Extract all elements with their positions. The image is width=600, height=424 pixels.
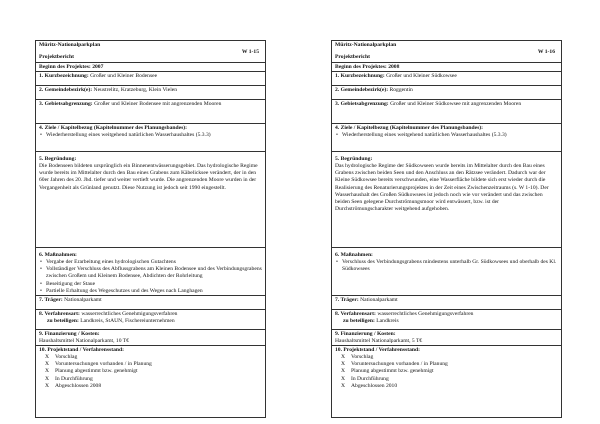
section-verfahrensart <box>36 310 265 330</box>
field-label: 5. Begründung: <box>39 156 77 162</box>
field-label: 1. Kurzbezeichnung: <box>335 73 385 79</box>
section-gebietsabgrenzung <box>332 100 561 124</box>
list-item: • Vollständiger Verschluss des Abflussgrabens am Kleinen Bodensee und des Verbindungsgrabens zwischen Großem und Kleinem Bodensee, Abdichten der Rohrleitung <box>46 266 262 280</box>
field-label: 1. Kurzbezeichnung: <box>39 73 89 79</box>
field-label: 5. Begründung: <box>335 156 373 162</box>
field-value: Landkreis, StAUN, Fischereiunternehmen <box>80 318 175 325</box>
status-item: X In Durchführung <box>341 375 389 382</box>
field-label: 9. Finanzierung / Kosten: <box>39 331 100 337</box>
field-value: Haushaltsmittel Nationalparkamt, 10 T€ <box>39 338 129 345</box>
field-value: Großer und Kleiner Bodensee <box>90 73 158 79</box>
status-item: X Planung abgestimmt bzw. genehmigt <box>45 368 138 375</box>
section-projektstand <box>332 346 561 417</box>
status-item: X In Durchführung <box>45 375 93 382</box>
field-label: 7. Träger: <box>39 297 63 303</box>
status-item: X Voruntersuchungen vorhanden / in Planung <box>341 361 448 368</box>
report-subtitle: Projektbericht <box>39 54 75 61</box>
status-mark: X <box>45 361 50 368</box>
status-mark: X <box>341 368 346 375</box>
field-label: 6. Maßnahmen: <box>335 252 373 258</box>
section-ziele <box>332 124 561 152</box>
field-value: Haushaltsmittel Nationalparkamt, 5 T€ <box>335 338 423 345</box>
section-begruendung <box>332 152 561 248</box>
list-item: • Wiederherstellung eines weitgehend natürlichen Wasserhaushaltes (5.3.3) <box>342 132 558 139</box>
field-value: Neustrelitz, Kratzeburg, Klein Vielen <box>93 87 178 93</box>
field-value: wasserrechtliches Genehmigungsverfahren <box>377 311 474 317</box>
status-mark: X <box>45 354 50 361</box>
field-label: 3. Gebietsabgrenzung: <box>335 101 389 107</box>
section-finanzierung <box>36 330 265 346</box>
list-item: • Wiederherstellung eines weitgehend natürlichen Wasserhaushaltes (5.3.3) <box>46 132 262 139</box>
field-label: zu beteiligen: <box>343 318 375 325</box>
plan-title: Müritz-Nationalparkplan <box>39 42 101 48</box>
field-value: Nationalparkamt <box>64 297 102 303</box>
field-label: 7. Träger: <box>335 297 359 303</box>
report-subtitle: Projektbericht <box>335 54 371 61</box>
list-item: • Verschluss des Verbindungsgrabens mindestens unterhalb Gr. Südkowsees und oberhalb des Kl. Südkowsees <box>342 259 558 273</box>
field-value: Großer und Kleiner Südkowsee mit angrenzenden Mooren <box>390 101 522 107</box>
status-mark: X <box>45 382 50 389</box>
status-item: X Voruntersuchungen vorhanden / in Planung <box>45 361 152 368</box>
project-report-card-left <box>35 40 266 418</box>
status-mark: X <box>45 375 50 382</box>
project-code: W 1-16 <box>537 49 555 55</box>
section-massnahmen <box>332 248 561 296</box>
status-item: X Abgeschlossen 2010 <box>341 382 398 389</box>
plan-title: Müritz-Nationalparkplan <box>335 42 397 48</box>
list-item: • Partielle Erhaltung des Wegeschutzes und des Weges nach Langhagen <box>46 288 262 295</box>
section-kurzbezeichnung <box>36 72 265 86</box>
status-item: X Abgeschlossen 2008 <box>45 382 102 389</box>
status-item: X Planung abgestimmt bzw. genehmigt <box>341 368 434 375</box>
field-text: Die Bodenseen bildeten ursprünglich ein Binnenentwässerungsgebiet. Das hydrologische Regime wurde bereits im Mittelalter durch den Bau eines Grabens zum Käbelicksee verändert, der in den 60er Jahren des 20. Jhd. tiefer und weiter vertieft wurde. Die angrenzenden Moore wurden in der Vergangenheit als Grünland genutzt. Diese Nutzung ist jedoch seit 1990 eingestellt. <box>39 163 258 191</box>
field-value: Nationalparkamt <box>360 297 398 303</box>
field-value: Großer und Kleiner Südkowsee <box>386 73 457 79</box>
field-text: Das hydrologische Regime der Südkowseen wurde bereits im Mittelalter durch den Bau eines Grabens zwischen beiden Seen und den Anschluss an den Rätzsee verändert. Dadurch war der Kleine Südkowsee bereits verschwunden, eine Wasserfläche bildete sich erst wieder durch die Realisierung des Renaturierungsprojektes in der Zeit eines Zwischenzeitraums (s. W 1-10). Der Wasserhaushalt des Großen Südkowsees ist jedoch noch wie vor verändert und das zwischen beiden Seen gelegene Durchströmungsmoor wird entwässert, bzw. ist der Durchströmungscharakter weitgehend aufgehoben. <box>335 163 549 213</box>
report-header <box>36 41 265 63</box>
project-start: Beginn des Projektes: 2007 <box>36 63 265 72</box>
section-gemeindebezirke <box>332 86 561 100</box>
section-begruendung <box>36 152 265 248</box>
status-item: X Vorschlag <box>45 354 78 361</box>
section-traeger <box>36 296 265 310</box>
field-label: 4. Ziele / Kapitelbezug (Kapitelnummer des Planungsbandes): <box>39 125 187 131</box>
field-label: 4. Ziele / Kapitelbezug (Kapitelnummer des Planungsbandes): <box>335 125 483 131</box>
field-value: Roggentin <box>389 87 413 93</box>
field-label: zu beteiligen: <box>47 318 79 325</box>
field-label: 3. Gebietsabgrenzung: <box>39 101 93 107</box>
field-value: Großer und Kleiner Bodensee mit angrenzenden Mooren <box>94 101 222 107</box>
section-traeger <box>332 296 561 310</box>
list-item: • Beseitigung der Staue <box>46 281 262 288</box>
section-gemeindebezirke <box>36 86 265 100</box>
field-value: wasserrechtliches Genehmigungsverfahren <box>81 311 178 317</box>
status-item: X Vorschlag <box>341 354 374 361</box>
section-finanzierung <box>332 330 561 346</box>
status-mark: X <box>341 361 346 368</box>
field-label: 8. Verfahrensart: <box>335 311 376 317</box>
field-value: Landkreis <box>376 318 399 325</box>
field-label: 8. Verfahrensart: <box>39 311 80 317</box>
section-kurzbezeichnung <box>332 72 561 86</box>
status-mark: X <box>341 354 346 361</box>
field-label: 6. Maßnahmen: <box>39 252 77 258</box>
field-label: 9. Finanzierung / Kosten: <box>335 331 396 337</box>
field-label: 10. Projektstand / Verfahrensstand: <box>39 347 124 353</box>
section-verfahrensart <box>332 310 561 330</box>
field-label: 10. Projektstand / Verfahrensstand: <box>335 347 420 353</box>
field-label: 2. Gemeindebezirk(e): <box>39 87 93 93</box>
project-code: W 1-15 <box>241 49 259 55</box>
list-item: • Vergabe der Erarbeitung eines hydrologischen Gutachtens <box>46 259 262 266</box>
status-mark: X <box>341 375 346 382</box>
section-projektstand <box>36 346 265 417</box>
section-ziele <box>36 124 265 152</box>
status-mark: X <box>341 382 346 389</box>
project-start: Beginn des Projektes: 2008 <box>332 63 561 72</box>
field-label: 2. Gemeindebezirk(e): <box>335 87 389 93</box>
report-header <box>332 41 561 63</box>
project-report-card-right <box>331 40 562 418</box>
section-gebietsabgrenzung <box>36 100 265 124</box>
section-massnahmen <box>36 248 265 296</box>
status-mark: X <box>45 368 50 375</box>
